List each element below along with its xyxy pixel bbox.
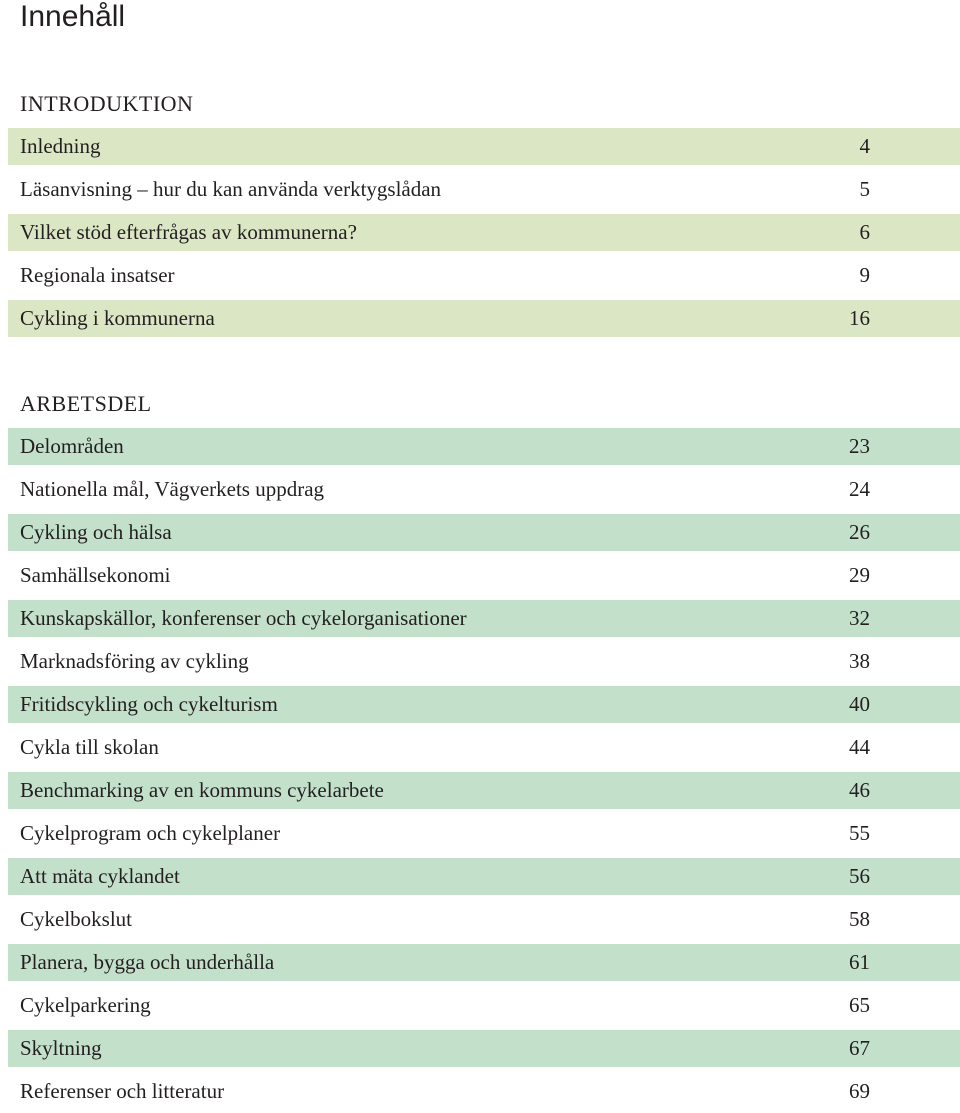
toc-entry-title: Cykla till skolan: [20, 735, 159, 759]
toc-entry[interactable]: [0, 254, 960, 297]
toc-entry-page: 65: [849, 993, 870, 1017]
toc-entry-title: Samhällsekonomi: [20, 563, 171, 587]
toc-list: [0, 425, 960, 1113]
toc-entry[interactable]: [0, 511, 960, 554]
toc-entry-page: 61: [849, 950, 870, 974]
toc-entry-title: Skyltning: [20, 1036, 102, 1060]
toc-entry[interactable]: [0, 640, 960, 683]
toc-list: [0, 125, 960, 340]
page-title: Innehåll: [20, 0, 126, 33]
toc-entry-page: 23: [849, 434, 870, 458]
toc-entry-title: Benchmarking av en kommuns cykelarbete: [20, 778, 384, 802]
toc-entry[interactable]: [0, 683, 960, 726]
toc-entry-title: Läsanvisning – hur du kan använda verktygslådan: [20, 177, 442, 201]
toc-entry-title: Cykling och hälsa: [20, 520, 172, 544]
toc-entry-title: Regionala insatser: [20, 263, 175, 287]
toc-entry-page: 40: [849, 692, 870, 716]
toc-entry[interactable]: [0, 769, 960, 812]
toc-entry[interactable]: [0, 168, 960, 211]
toc-entry-page: 58: [849, 907, 870, 931]
toc-entry[interactable]: [0, 812, 960, 855]
toc-entry-title: Cykelparkering: [20, 993, 151, 1017]
toc-entry[interactable]: [0, 1027, 960, 1070]
toc-entry[interactable]: [0, 898, 960, 941]
toc-entry-page: 4: [859, 134, 870, 158]
toc-entry-title: Inledning: [20, 134, 101, 158]
toc-section-arbetsdel: [0, 383, 960, 1113]
toc-entry-page: 38: [849, 649, 870, 673]
toc-entry-title: Planera, bygga och underhålla: [20, 950, 275, 974]
toc-entry-page: 16: [849, 306, 870, 330]
toc-entry[interactable]: [0, 297, 960, 340]
toc-entry-page: 6: [859, 220, 870, 244]
toc-entry[interactable]: [0, 1070, 960, 1113]
toc-entry-title: Delområden: [20, 434, 124, 458]
toc-entry[interactable]: [0, 855, 960, 898]
toc-entry[interactable]: [0, 211, 960, 254]
toc-entry-page: 46: [849, 778, 870, 802]
toc-entry-title: Kunskapskällor, konferenser och cykelorganisationer: [20, 606, 467, 630]
toc-entry-title: Nationella mål, Vägverkets uppdrag: [20, 477, 325, 501]
toc-entry[interactable]: [0, 554, 960, 597]
toc-entry-title: Att mäta cyklandet: [20, 864, 180, 888]
toc-entry[interactable]: [0, 984, 960, 1027]
toc-entry-page: 32: [849, 606, 870, 630]
toc-entry-page: 69: [849, 1079, 870, 1103]
toc-entry-page: 67: [849, 1036, 870, 1060]
toc-entry[interactable]: [0, 941, 960, 984]
toc-entry-page: 29: [849, 563, 870, 587]
toc-entry-page: 44: [849, 735, 870, 759]
toc-entry-title: Vilket stöd efterfrågas av kommunerna?: [20, 220, 357, 244]
toc-entry[interactable]: [0, 597, 960, 640]
toc-entry[interactable]: [0, 726, 960, 769]
toc-entry-page: 9: [859, 263, 870, 287]
toc-entry-page: 56: [849, 864, 870, 888]
toc-entry-page: 26: [849, 520, 870, 544]
toc-entry-page: 55: [849, 821, 870, 845]
toc-entry[interactable]: [0, 425, 960, 468]
toc-entry-page: 24: [849, 477, 870, 501]
toc-entry-title: Cykling i kommunerna: [20, 306, 215, 330]
section-heading: ARBETSDEL: [20, 391, 152, 416]
toc-entry[interactable]: [0, 125, 960, 168]
toc-entry-title: Cykelbokslut: [20, 907, 133, 931]
toc-entry-title: Cykelprogram och cykelplaner: [20, 821, 281, 845]
toc-entry[interactable]: [0, 468, 960, 511]
toc-entry-page: 5: [859, 177, 870, 201]
toc-entry-title: Fritidscykling och cykelturism: [20, 692, 278, 716]
toc-entry-title: Referenser och litteratur: [20, 1079, 225, 1103]
toc-section-introduktion: [0, 83, 960, 340]
section-heading: INTRODUKTION: [20, 91, 194, 116]
toc-entry-title: Marknadsföring av cykling: [20, 649, 249, 673]
